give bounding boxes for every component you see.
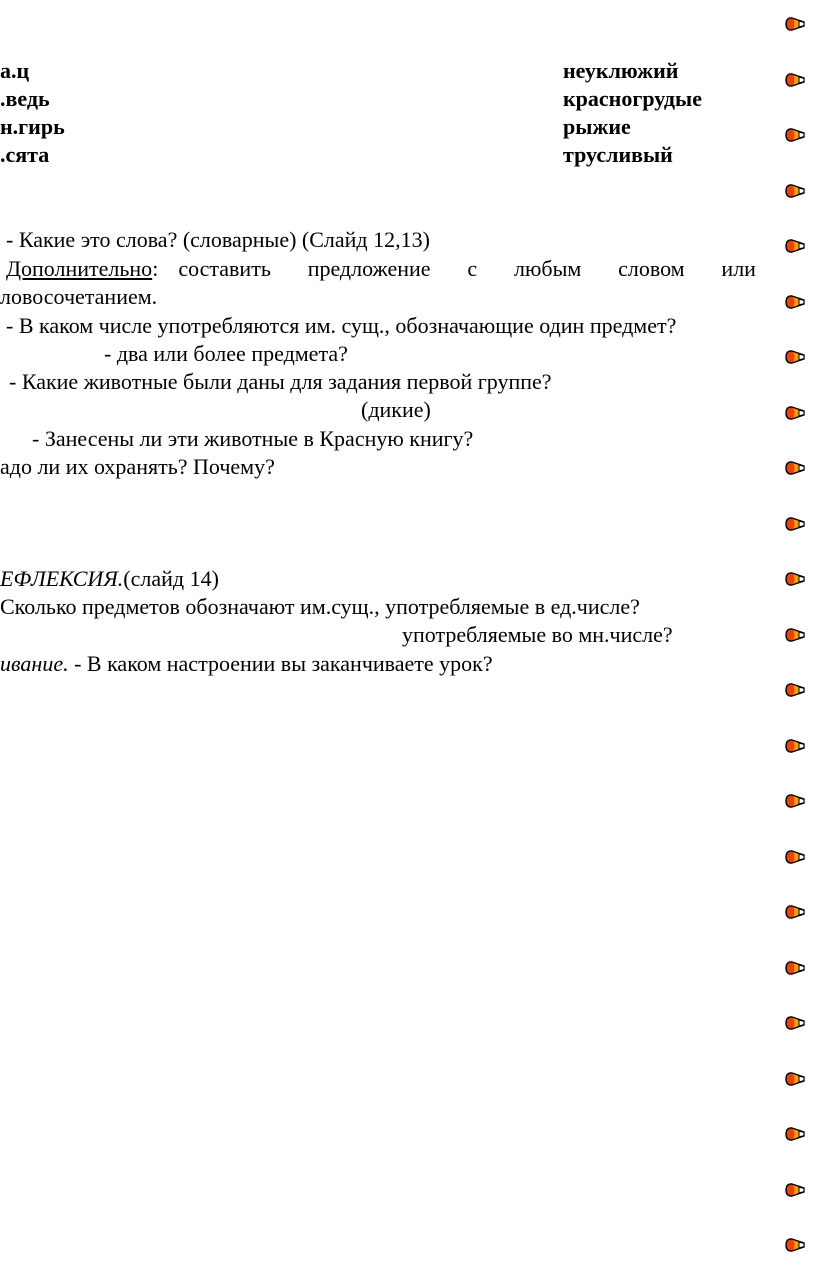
word-left-4: .сята xyxy=(0,142,50,167)
candy-corn-icon xyxy=(784,1182,806,1198)
question-number-plural: - два или более предмета? xyxy=(104,341,348,366)
question-animals: - Какие животные были даны для задания первой группе? xyxy=(9,369,552,394)
candy-corn-icon xyxy=(784,238,806,254)
word-right-4: трусливый xyxy=(563,142,673,167)
candy-corn-icon xyxy=(784,294,806,310)
reflexia-slide: (слайд 14) xyxy=(123,566,219,591)
candy-corn-icon xyxy=(784,1071,806,1087)
word-right-2: красногрудые xyxy=(563,86,702,111)
candy-corn-icon xyxy=(784,460,806,476)
candy-corn-icon xyxy=(784,349,806,365)
candy-corn-icon xyxy=(784,738,806,754)
question-words: - Какие это слова? (словарные) (Слайд 12,13) xyxy=(6,227,430,252)
reflexia-heading xyxy=(0,566,219,592)
extra-label-group xyxy=(6,256,158,282)
candy-corn-icon xyxy=(784,1126,806,1142)
extra-word: любым xyxy=(513,256,582,281)
candy-corn-icon xyxy=(784,627,806,643)
question-singular: Сколько предметов обозначают им.сущ., употребляемые в ед.числе? xyxy=(0,594,640,619)
question-protect: адо ли их охранять? Почему? xyxy=(0,454,275,479)
candy-corn-icon xyxy=(784,127,806,143)
candy-corn-icon xyxy=(784,793,806,809)
extra-word: с xyxy=(467,256,478,281)
question-redbook: - Занесены ли эти животные в Красную книгу? xyxy=(32,426,474,451)
question-plural: употребляемые во мн.числе? xyxy=(402,622,673,647)
word-left-1: а.ц xyxy=(0,58,30,83)
candy-corn-icon xyxy=(784,571,806,587)
candy-corn-icon xyxy=(784,1015,806,1031)
question-number: - В каком числе употребляются им. сущ., обозначающие один предмет? xyxy=(6,313,677,338)
word-right-3: рыжие xyxy=(563,114,631,139)
extra-task-line2: ловосочетанием. xyxy=(0,284,158,309)
answer-animals: (дикие) xyxy=(361,397,431,422)
evaluation-line xyxy=(0,651,493,677)
candy-corn-icon xyxy=(784,16,806,32)
candy-corn-icon xyxy=(784,405,806,421)
evaluation-label: ивание. xyxy=(0,651,69,676)
extra-word: составить xyxy=(178,256,271,281)
candy-corn-icon xyxy=(784,183,806,199)
reflexia-label: ЕФЛЕКСИЯ. xyxy=(0,566,124,591)
extra-word: словом xyxy=(618,256,685,281)
evaluation-question: - В каком настроении вы заканчиваете урок? xyxy=(68,651,493,676)
candy-corn-icon xyxy=(784,904,806,920)
word-right-1: неуклюжий xyxy=(563,58,679,83)
candy-corn-icon xyxy=(784,1237,806,1253)
extra-words xyxy=(178,256,756,282)
word-left-3: н.гирь xyxy=(0,114,65,139)
candy-corn-icon xyxy=(784,682,806,698)
candy-corn-icon xyxy=(784,516,806,532)
candy-corn-border xyxy=(776,0,816,1274)
word-left-2: .ведь xyxy=(0,86,50,111)
extra-colon: : xyxy=(152,256,159,281)
candy-corn-icon xyxy=(784,849,806,865)
extra-task-line1 xyxy=(0,256,756,282)
candy-corn-icon xyxy=(784,72,806,88)
candy-corn-icon xyxy=(784,960,806,976)
extra-word: или xyxy=(721,256,756,281)
extra-label: Дополнительно xyxy=(6,256,153,281)
extra-word: предложение xyxy=(307,256,431,281)
